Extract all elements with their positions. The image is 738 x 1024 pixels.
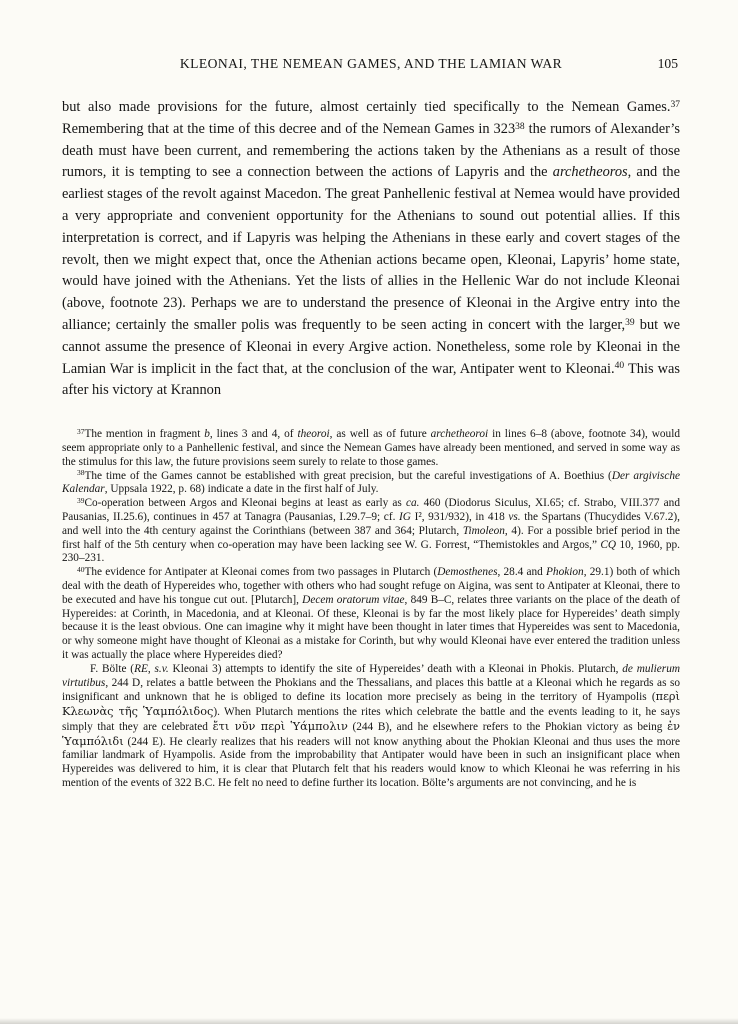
footnote-ref-37: 37 <box>670 99 680 110</box>
text-segment: , <box>147 662 155 675</box>
text-segment: 460 (Diodorus Siculus, XI.65; cf. Strabo, VIII.377 and Pausanias, II.25.6), continues in 457 at Tanagra (Pausanias, I.29.7–9; cf. <box>62 497 680 523</box>
footnote-40-paragraph-1 <box>62 566 680 663</box>
italic-title: Phokion <box>546 566 584 579</box>
running-title: KLEONAI, THE NEMEAN GAMES, AND THE LAMIAN WAR <box>179 56 563 71</box>
text-segment: Co-operation between Argos and Kleonai begins at least as early as <box>84 497 406 510</box>
text-segment: , 849 B–C, relates three variants on the place of the death of Hypereides: at Corinth, in Macedonia, and at Kleonai. Of these, Kleonai is by far the most likely place for Hypereides’ death simply because it is the least obvious. One can imagine why it might have been thought in later times that Hypereides was sent to Macedonia, or why someone might have thought of Kleonai as a mistake for Corinth, but why would Kleonai have ever entered the tradition unless it was actually the place where Hypereides died? <box>62 593 680 661</box>
italic-term: vs. <box>508 510 521 523</box>
italic-term: archetheoroi <box>430 428 489 441</box>
text-segment: , 244 D, relates a battle between the Phokians and the Thessalians, and places this battle at a Kleonai which he regards as so insignificant and unknown that he is obliged to define its location more precisely as being in the territory of Hyampolis ( <box>62 676 680 704</box>
text-segment: , lines 3 and 4, of <box>209 428 298 441</box>
main-paragraph <box>62 97 680 402</box>
text-segment: the rumors of Alexander’s death must have been current, and remembering the actions taken by the Athenians as a result of those rumors, it is tempting to see a connection between the actions of Lapyris and the <box>62 120 681 181</box>
footnote-ref-38: 38 <box>515 121 525 132</box>
greek-phrase: περὶ Κλεωνὰς τῆς Ὑαμπόλιδος <box>62 690 680 719</box>
text-segment: The time of the Games cannot be established with great precision, but the careful investigations of A. Boethius ( <box>84 469 612 482</box>
text-segment: Remembering that at the time of this decree and of the Nemean Games in 323 <box>62 120 516 137</box>
text-segment: , 28.4 and <box>497 566 547 579</box>
footnote-ref-39: 39 <box>625 317 635 328</box>
text-segment: F. Bölte ( <box>90 662 135 675</box>
italic-title: Demosthenes <box>437 566 498 579</box>
footnote-38 <box>62 470 680 498</box>
text-segment: Kleonai 3) attempts to identify the site of Hypereides’ death with a Kleonai in Phokis. Plutarch, <box>168 662 623 675</box>
text-segment: I², 931/932), in 418 <box>410 510 509 523</box>
italic-term: ca. <box>405 497 420 510</box>
footnote-number: 38 <box>77 468 85 478</box>
footnotes-section <box>62 428 680 791</box>
footnote-37 <box>62 428 680 469</box>
italic-title: Decem oratorum vitae <box>302 593 405 606</box>
text-segment: , as well as of future <box>329 428 431 441</box>
text-segment: , and the earliest stages of the revolt against Macedon. The great Panhellenic festival at Nemea would have provided a very appropriate and convenient opportunity for the Athenians to sound out potential allies. If this interpretation is correct, and if Lapyris was helping the Athenians in these early and covert stages of the revolt, then we might expect that, once the Athenian actions became open, Kleonai, Lapyris’ home state, would have joined with the Athenians. Yet the lists of allies in the Hellenic War do not include Kleonai (above, footnote 23). Perhaps we are to understand the presence of Kleonai in the Argive entry into the alliance; certainly the smaller polis was frequently to be seen acting in concert with the larger, <box>62 164 680 333</box>
text-segment: but also made provisions for the future, almost certainly tied specifically to the Nemean Games. <box>62 99 671 115</box>
page-main <box>62 97 680 791</box>
text-segment: This was after his victory at Krannon <box>62 360 680 399</box>
text-segment: ). When Plutarch mentions the rites which celebrate the battle and the events leading to it, he says simply that they are celebrated <box>62 706 680 733</box>
footnote-number: 39 <box>77 495 85 505</box>
footnote-40-paragraph-2 <box>62 663 680 791</box>
text-segment: The evidence for Antipater at Kleonai comes from two passages in Plutarch ( <box>84 566 438 579</box>
italic-term: b <box>204 428 210 441</box>
italic-title: de mulierum virtutibus <box>62 662 681 689</box>
text-segment: , 29.1) both of which deal with the death of Hypereides who, together with others who had sought refuge on Aigina, was sent to Antipater at Kleonai, there to be executed and have his tongue cut out. [Plutarch], <box>62 566 680 606</box>
italic-title: RE <box>134 662 148 675</box>
italic-title: IG <box>399 510 411 523</box>
italic-title: CQ <box>600 538 617 551</box>
footnote-number: 40 <box>77 564 85 574</box>
footnote-ref-40: 40 <box>614 361 625 372</box>
page-number: 105 <box>657 56 678 71</box>
running-head <box>62 56 680 72</box>
footnote-number: 37 <box>77 426 85 436</box>
italic-term: theoroi <box>297 428 330 441</box>
text-segment: (244 B), and he elsewhere refers to the Phokian victory as being <box>347 720 668 733</box>
italic-title: Timoleon <box>462 524 505 537</box>
greek-phrase: ἔτι νῦν περὶ Ὑάμπολιν <box>212 719 348 733</box>
italic-title: Der argivische Kalendar <box>62 469 680 496</box>
text-segment: in lines 6–8 (above, footnote 34), would seem appropriate only to a Panhellenic festival, and since the Nemean Games have already been mentioned, and served in some way as the stimulus for this law, the future provisions seem surely to relate to those games. <box>62 428 680 468</box>
text-segment: , 4). For a possible brief period in the first half of the 5th century when co-operation may have been lacking see W. G. Forrest, “Themistokles and Argos,” <box>62 524 680 551</box>
text-segment: but we cannot assume the presence of Kleonai in every Argive action. Nonetheless, some role by Kleonai in the Lamian War is implicit in the fact that, at the conclusion of the war, Antipater went to Kleonai. <box>62 316 680 377</box>
text-segment: the Spartans (Thucydides V.67.2), and well into the 4th century against the Corinthians (between 387 and 364; Plutarch, <box>62 510 680 537</box>
italic-term: archetheoros <box>552 164 628 181</box>
italic-term: s.v. <box>154 662 169 675</box>
footnote-39 <box>62 497 680 566</box>
text-segment: (244 E). He clearly realizes that his readers will not know anything about the Phokian Kleonai and thus uses the more familiar landmark of Hyampolis. Aside from the improbability that Antipater would have been in such an insignificant place when Hypereides was delivered to him, it is clear that Plutarch felt that his readers would know to which Kleonai he was referring in his mention of the events of 322 B.C. He felt no need to define further its location. Bölte’s arguments are not convincing, and he is <box>62 735 680 790</box>
greek-phrase: ἐν Ὑαμπόλιδι <box>62 719 681 748</box>
text-segment: , Uppsala 1922, p. 68) indicate a date in the first half of July. <box>104 483 379 496</box>
text-segment: The mention in fragment <box>84 428 205 441</box>
text-segment: 10, 1960, pp. 230–231. <box>62 538 680 565</box>
